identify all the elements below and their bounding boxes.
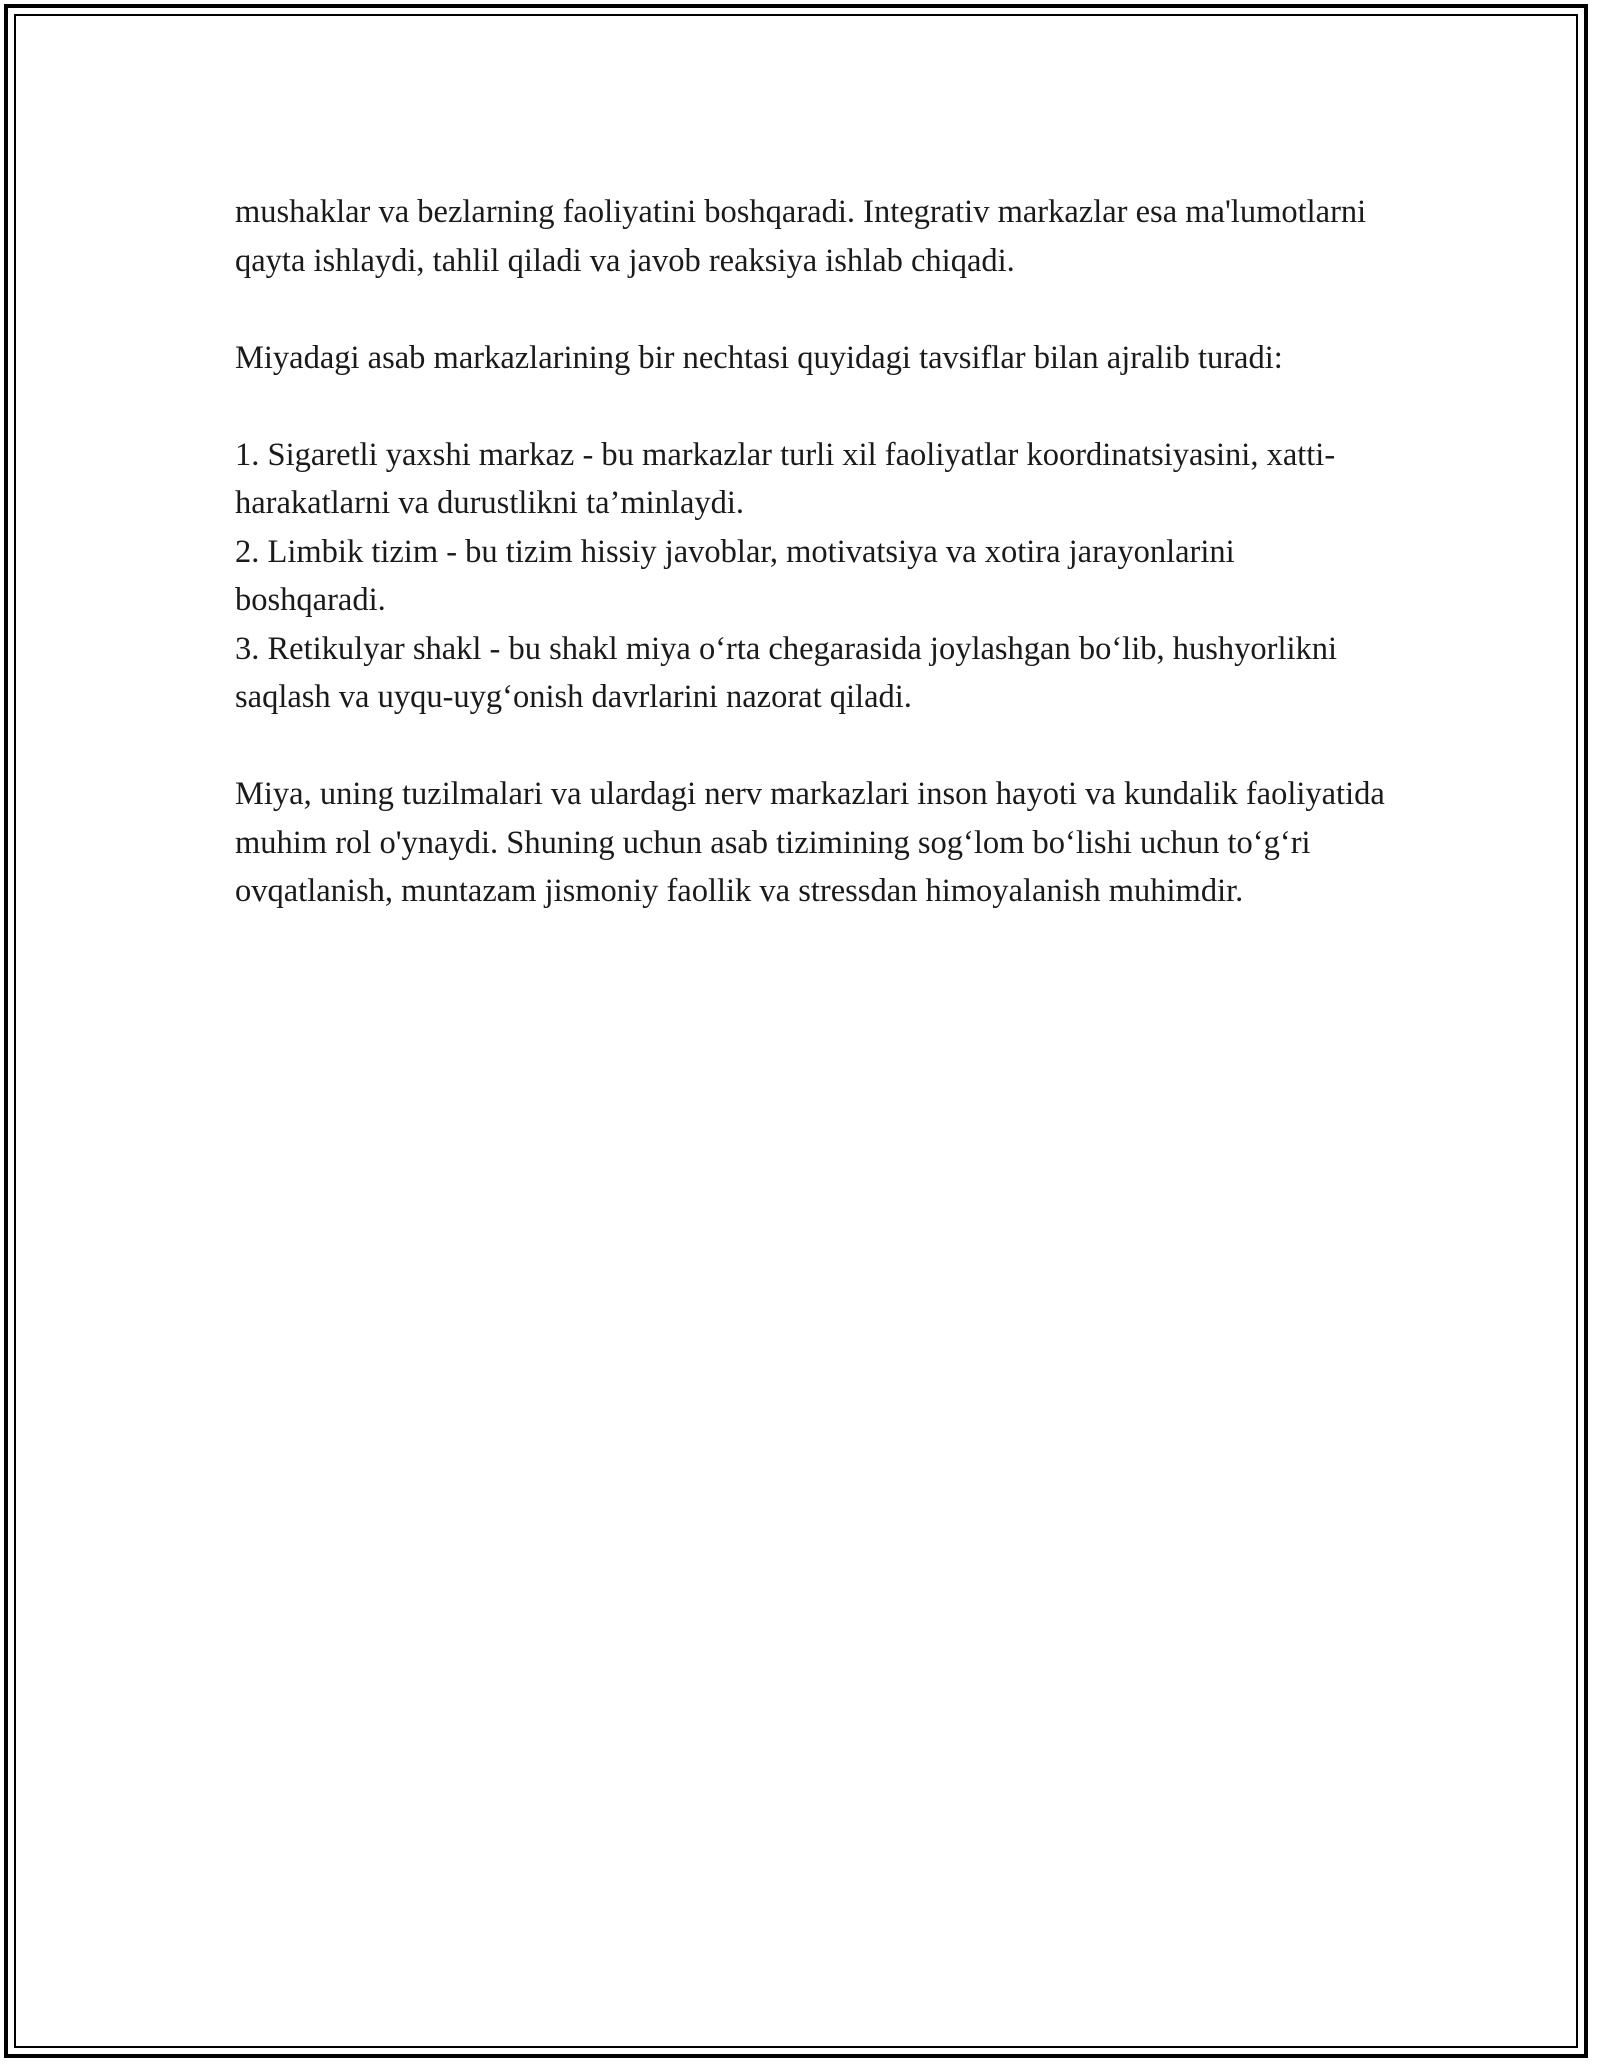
list-item-cerebellar-center: 1. Sigaretli yaxshi markaz - bu markazlar turli xil faoliyatlar koordinatsiyasini, xatti-harakatlarni va durustlikni ta’minlaydi.	[235, 436, 1336, 521]
nerve-centers-list	[235, 431, 1385, 722]
paragraph-integrative-centers: mushaklar va bezlarning faoliyatini boshqaradi. Integrativ markazlar esa ma'lumotlarni qayta ishlaydi, tahlil qiladi va javob reaksiya ishlab chiqadi.	[235, 194, 1367, 279]
paragraph-conclusion: Miya, uning tuzilmalari va ulardagi nerv markazlari inson hayoti va kundalik faoliyatida muhim rol o'ynaydi. Shuning uchun asab tizimining sog‘lom bo‘lishi uchun to‘g‘ri ovqatlanish, muntazam jismoniy faollik va stressdan himoyalanish muhimdir.	[235, 776, 1385, 909]
paragraph-list-intro: Miyadagi asab markazlarining bir nechtasi quyidagi tavsiflar bilan ajralib turadi:	[235, 339, 1283, 376]
list-item-reticular-formation: 3. Retikulyar shakl - bu shakl miya o‘rta chegarasida joylashgan bo‘lib, hushyorlikni saqlash va uyqu-uyg‘onish davrlarini nazorat qiladi.	[235, 630, 1338, 715]
page-content	[235, 188, 1385, 964]
list-item-limbic-system: 2. Limbik tizim - bu tizim hissiy javoblar, motivatsiya va xotira jarayonlarini boshqaradi.	[235, 533, 1235, 618]
